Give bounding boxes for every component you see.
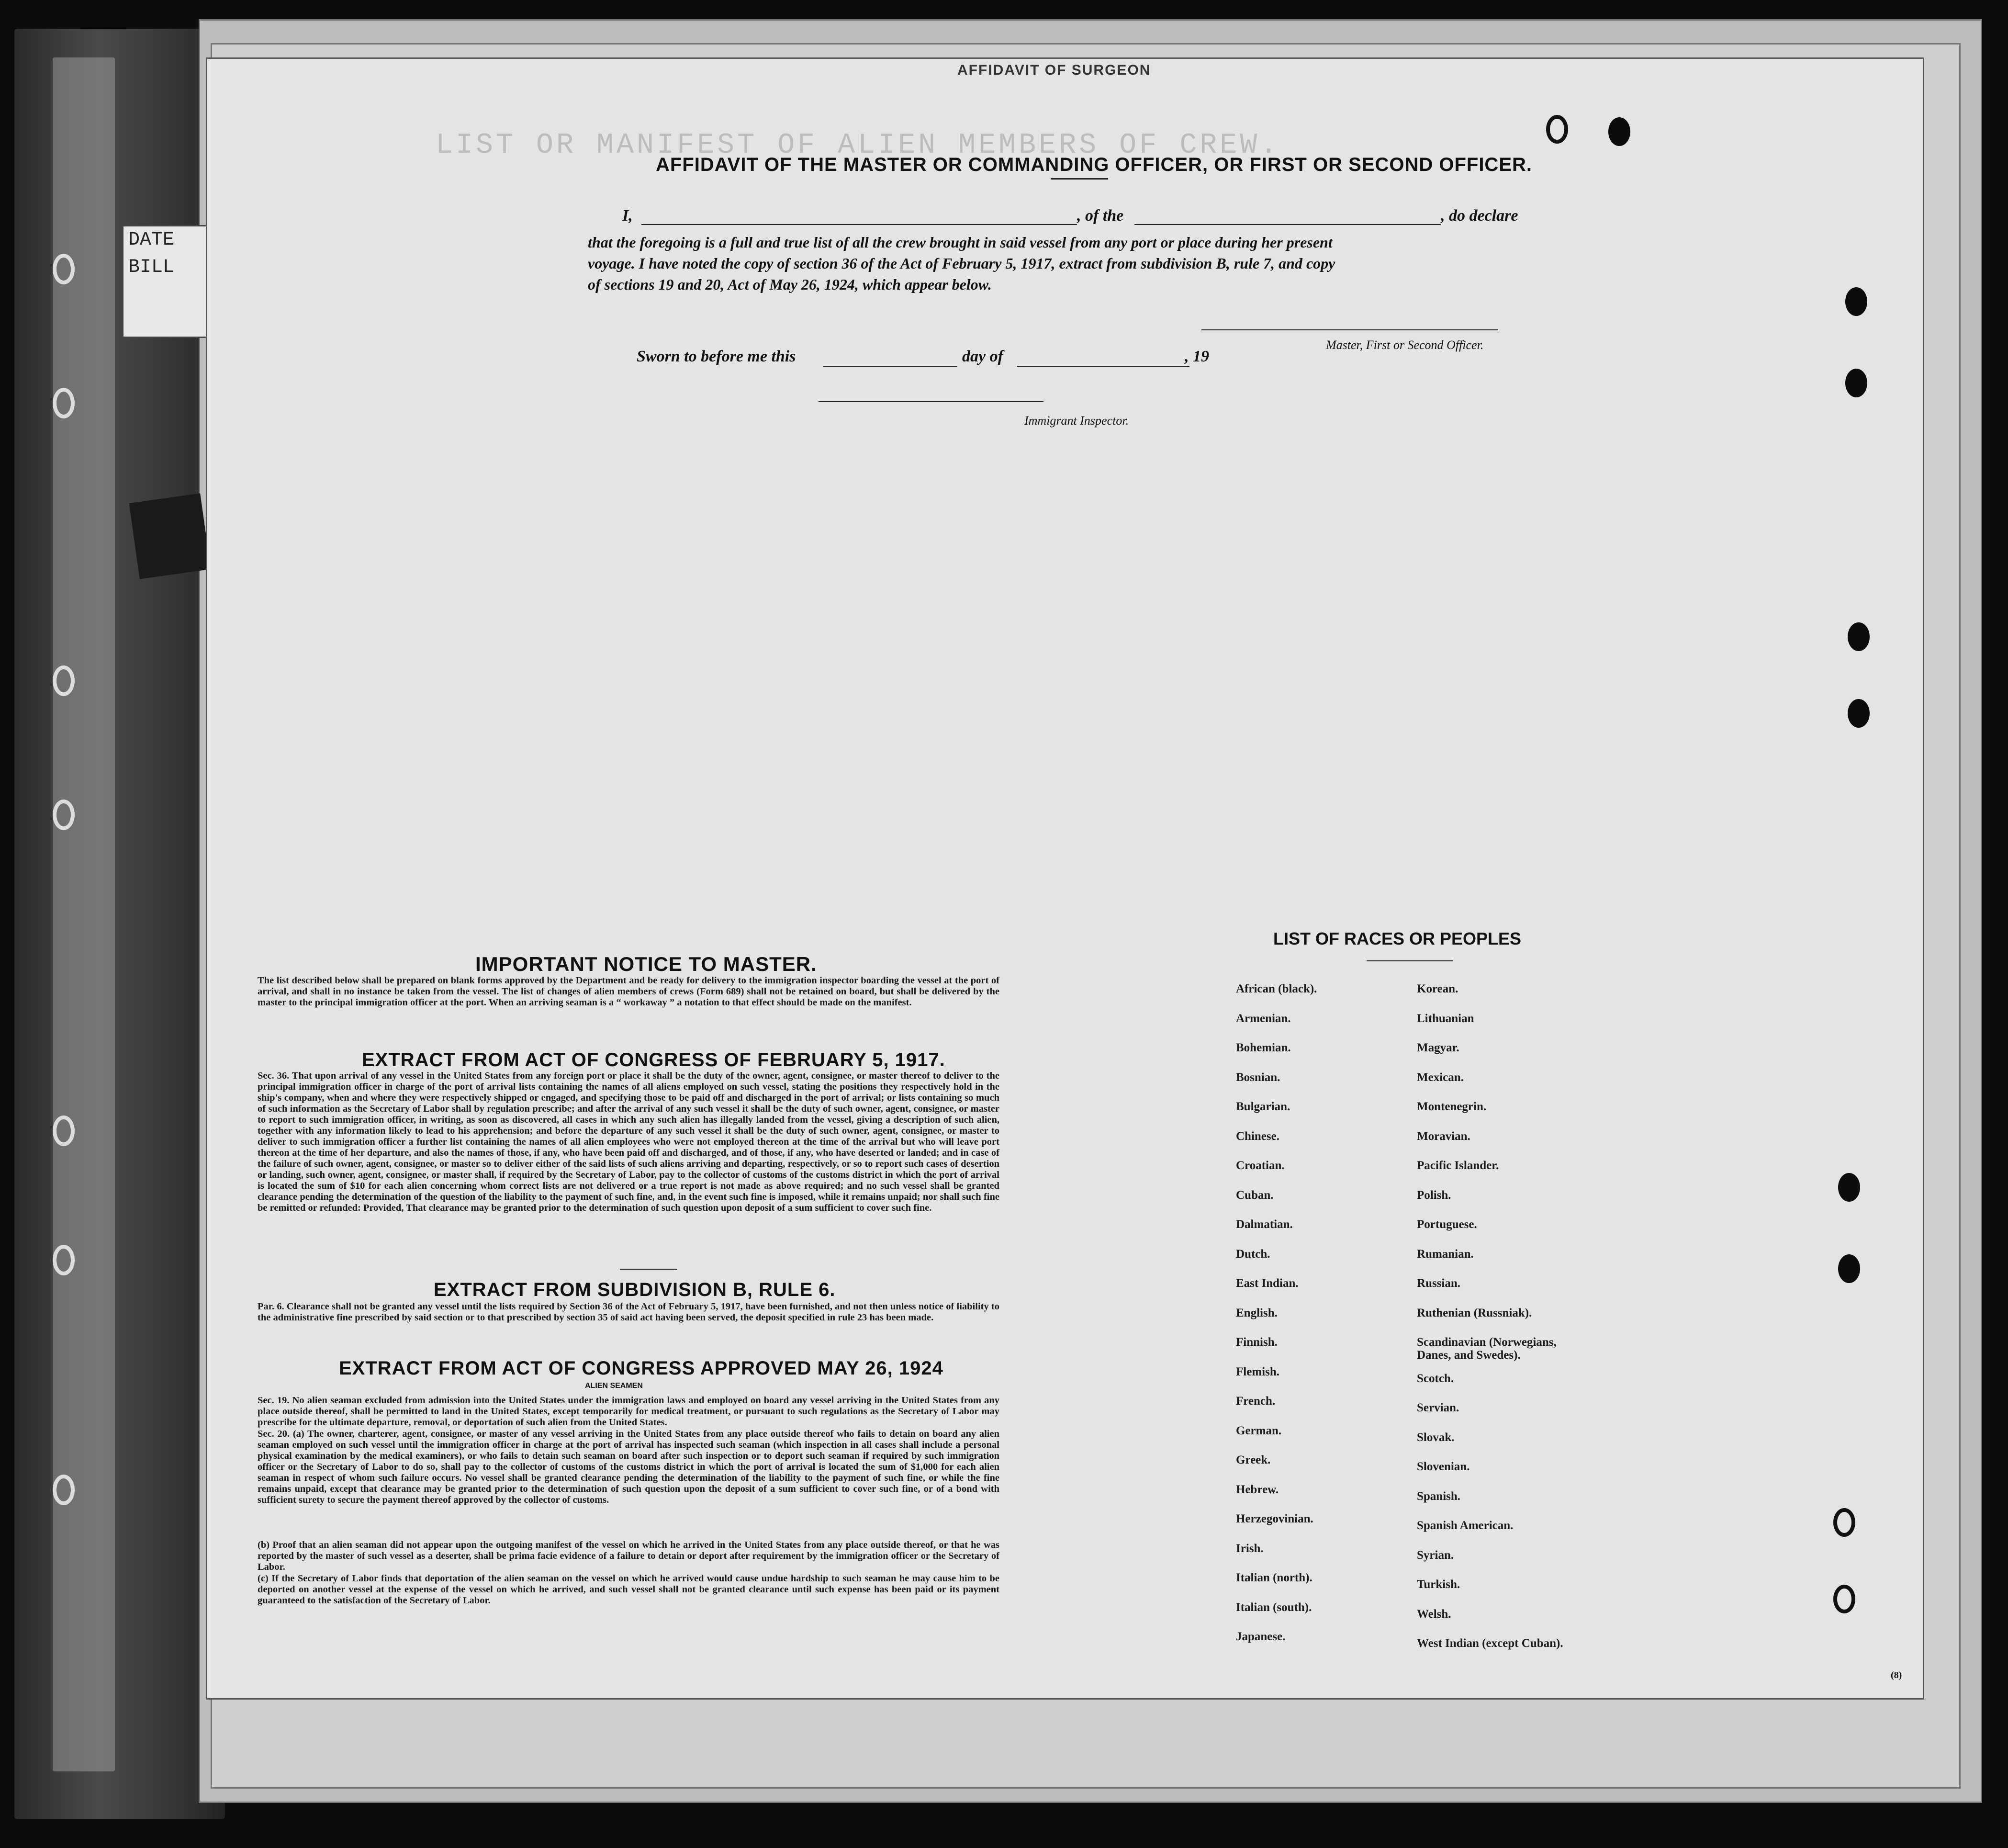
sworn-prefix: Sworn to before me this [637, 348, 796, 365]
race-entry: Syrian. [1417, 1548, 1454, 1562]
affidavit-do-declare: , do declare [1441, 207, 1518, 225]
extract-1924-sec20b: (b) Proof that an alien seaman did not appear upon the outgoing manifest of the vessel on which he arrived in the United States from any place outside thereof, or that he was reported by the master of such vessel as a deserter, shall be prima facie evidence of a failure to detain or deport after requirement by the immigration officer or the Secretary of Labor. [258, 1540, 999, 1572]
race-entry: Flemish. [1236, 1365, 1279, 1378]
race-entry: Herzegovinian. [1236, 1512, 1313, 1525]
back-sheet-heading: AFFIDAVIT OF SURGEON [957, 62, 1151, 78]
race-entry: Russian. [1417, 1277, 1461, 1290]
binder-ring-hole [53, 388, 75, 418]
extract-rule6-title: EXTRACT FROM SUBDIVISION B, RULE 6. [434, 1279, 836, 1300]
race-entry: French. [1236, 1395, 1276, 1408]
race-entry: Montenegrin. [1417, 1100, 1487, 1113]
race-entry: Bulgarian. [1236, 1100, 1290, 1113]
race-entry: Polish. [1417, 1188, 1451, 1202]
race-entry: Welsh. [1417, 1607, 1451, 1621]
race-entry: Chinese. [1236, 1129, 1279, 1143]
race-entry: Scandinavian (Norwegians, Danes, and Swedes). [1417, 1336, 1557, 1362]
race-entry: African (black). [1236, 982, 1317, 995]
race-entry: Armenian. [1236, 1012, 1291, 1025]
race-entry: Bohemian. [1236, 1041, 1291, 1054]
race-entry: Cuban. [1236, 1188, 1274, 1202]
affidavit-line-4: of sections 19 and 20, Act of May 26, 1924, which appear below. [588, 276, 992, 293]
affidavit-line-3: voyage. I have noted the copy of section 36 of the Act of February 5, 1917, extract from subdivision B, rule 7, and copy [588, 255, 1335, 272]
extract-1924-subtitle: ALIEN SEAMEN [585, 1382, 643, 1390]
name-blank-line [641, 224, 1077, 225]
sworn-day-line [823, 366, 957, 367]
page-number: (8) [1891, 1670, 1902, 1680]
sworn-year: , 19 [1185, 348, 1209, 365]
race-entry: Pacific Islander. [1417, 1159, 1499, 1172]
race-entry: Irish. [1236, 1542, 1264, 1555]
race-entry: Rumanian. [1417, 1247, 1474, 1261]
race-entry: East Indian. [1236, 1277, 1299, 1290]
punch-hole [1838, 1254, 1860, 1283]
extract-1924-sec20c: (c) If the Secretary of Labor finds that deportation of the alien seaman on the vessel on which he arrived would cause undue hardship to such seaman he may cause him to be deported on another vessel at the expense of the vessel on which he arrived, and such vessel shall not be granted clearance until such expense has been paid or its payment guaranteed to the satisfaction of the Secretary of Labor. [258, 1573, 999, 1606]
race-entry: Croatian. [1236, 1159, 1285, 1172]
punch-hole [1546, 115, 1568, 144]
extract-1917-title: EXTRACT FROM ACT OF CONGRESS OF FEBRUARY 5, 1917. [362, 1049, 945, 1070]
race-entry: Spanish. [1417, 1489, 1461, 1503]
punch-hole [1848, 699, 1870, 728]
race-entry: German. [1236, 1424, 1282, 1437]
notice-title: IMPORTANT NOTICE TO MASTER. [475, 953, 817, 975]
binder-ring-hole [53, 665, 75, 696]
affidavit-of-the: , of the [1077, 207, 1124, 225]
race-entry: Bosnian. [1236, 1070, 1280, 1084]
race-entry: Magyar. [1417, 1041, 1459, 1054]
inspector-label: Immigrant Inspector. [1024, 414, 1129, 428]
binder-strip [53, 57, 115, 1771]
race-entry: Greek. [1236, 1454, 1271, 1466]
binder-ring-hole [53, 1475, 75, 1505]
extract-1924-sec19: Sec. 19. No alien seaman excluded from admission into the United States under the immigration laws and employed on board any vessel arriving in the United States from any place outside thereof, shall be permitted to land in the United States, except temporarily for medical treatment, or pursuant to such regulations as the Secretary of Labor may prescribe for the ultimate departure, removal, or deportation of such alien from the United States. [258, 1395, 999, 1428]
race-entry: Dalmatian. [1236, 1218, 1293, 1231]
section-rule [620, 1269, 677, 1270]
race-entry: Mexican. [1417, 1070, 1464, 1084]
notice-body: The list described below shall be prepared on blank forms approved by the Department and be ready for delivery to the immigration inspector boarding the vessel at the port of arrival, and shall in no instance be taken from the vessel. The list of changes of alien members of crews (Form 689) shall not be retained on board, but shall be delivered by the master to the principal immigration officer at the port. When an arriving seaman is a “ workaway ” a notation to that effect should be made on the manifest. [258, 975, 999, 1008]
bleed-through-title: LIST OR MANIFEST OF ALIEN MEMBERS OF CREW. [436, 129, 1280, 162]
race-entry: Portuguese. [1417, 1218, 1477, 1231]
affidavit-i: I, [622, 207, 633, 225]
punch-hole [1838, 1173, 1860, 1202]
race-entry: Slovak. [1417, 1431, 1455, 1444]
affidavit-line-2: that the foregoing is a full and true list of all the crew brought in said vessel from any port or place during her present [588, 234, 1333, 251]
binder-ring-hole [53, 254, 75, 284]
punch-hole [1845, 287, 1867, 316]
race-entry: Lithuanian [1417, 1012, 1474, 1025]
sworn-day-of: day of [962, 348, 1003, 365]
punch-hole [1608, 117, 1630, 146]
master-signature-label: Master, First or Second Officer. [1326, 338, 1484, 352]
races-title: LIST OF RACES OR PEOPLES [1273, 929, 1522, 948]
vessel-blank-line [1134, 224, 1441, 225]
affidavit-title: AFFIDAVIT OF THE MASTER OR COMMANDING OFFICER, OR FIRST OR SECOND OFFICER. [656, 154, 1532, 175]
race-entry: Scotch. [1417, 1372, 1454, 1385]
master-signature-line [1201, 329, 1498, 330]
race-entry: Moravian. [1417, 1129, 1470, 1143]
binder-ring-hole [53, 800, 75, 830]
race-entry: Servian. [1417, 1401, 1459, 1414]
punch-hole [1833, 1585, 1855, 1613]
sworn-month-line [1017, 366, 1189, 367]
extract-rule6-body: Par. 6. Clearance shall not be granted any vessel until the lists required by Section 36 of the Act of February 5, 1917, have been furnished, and not then unless notice of liability to the administrative fine prescribed by said section or to that prescribed by section 35 of said act having been served, the deposit specified in rule 23 has been made. [258, 1301, 999, 1323]
race-entry: Dutch. [1236, 1247, 1270, 1261]
extract-1924-sec20a: Sec. 20. (a) The owner, charterer, agent, consignee, or master of any vessel arriving in the United States from any place outside thereof who fails to detain on board any alien seaman employed on such vessel until the immigration officer in charge at the port of arrival has inspected such seaman (which inspection in all cases shall include a personal physical examination by the medical examiners), or who fails to detain such seaman on board after such inspection or to deport such seaman if required by such immigration officer or the Secretary of Labor to do so, shall pay to the collector of customs of the customs district in which the port of arrival is located the sum of $1,000 for each alien seaman in respect of whom such failure occurs. No vessel shall be granted clearance pending the determination of the liability to the payment of such fine, or while the fine remains unpaid, except that clearance may be granted prior to the determination of such question upon the deposit of a sum sufficient to cover such fine, or of a bond with sufficient surety to secure the payment thereof approved by the collector of customs. [258, 1429, 999, 1505]
dark-stamp-mark [129, 493, 211, 579]
race-entry: Italian (north). [1236, 1571, 1312, 1584]
race-entry: West Indian (except Cuban). [1417, 1637, 1563, 1650]
binder-ring-hole [53, 1245, 75, 1275]
race-entry: Japanese. [1236, 1630, 1286, 1643]
race-entry: Turkish. [1417, 1578, 1460, 1591]
race-entry: Korean. [1417, 982, 1458, 995]
race-entry: Slovenian. [1417, 1460, 1470, 1473]
tab-label-date: DATE [128, 229, 175, 251]
extract-1924-title: EXTRACT FROM ACT OF CONGRESS APPROVED MAY 26, 1924 [339, 1358, 943, 1379]
race-entry: Spanish American. [1417, 1519, 1514, 1532]
inspector-signature-line [819, 401, 1043, 402]
race-entry: English. [1236, 1306, 1278, 1319]
binder-ring-hole [53, 1116, 75, 1146]
races-title-rule [1367, 960, 1453, 961]
race-entry: Finnish. [1236, 1336, 1278, 1349]
race-entry: Hebrew. [1236, 1483, 1279, 1496]
extract-1917-body: Sec. 36. That upon arrival of any vessel in the United States from any foreign port or place it shall be the duty of the owner, agent, consignee, or master thereof to deliver to the principal immigration officer in charge of the port of arrival lists containing the names of all aliens employed on such vessel, stating the positions they respectively hold in the ship's company, when and where they were respectively shipped or engaged, and specifying those to be paid off and discharged in the port of arrival; or lists containing so much of such information as the Secretary of Labor shall by regulation prescribe; and after the arrival of any such vessel it shall be the duty of such owner, agent, consignee, or master to report to such immigration officer, in writing, as soon as discovered, all cases in which any such alien has illegally landed from the vessel, giving a description of such alien, together with any information likely to lead to his apprehension; and before the departure of any such vessel it shall be the duty of such owner, agent, consignee, or master to deliver to such immigration officer a further list containing the names of all alien employees who were not employed thereon at the time of the arrival but who will leave port thereon at the time of her departure, and also the names of those, if any, who have been paid off and discharged, and of those, if any, who have deserted or landed; and in case of the failure of such owner, agent, consignee, or master so to deliver either of the said lists of such aliens arriving and departing, respectively, or so to report such cases of desertion or landing, such owner, agent, consignee, or master shall, if required by the Secretary of Labor, pay to the collector of customs of the customs district in which the port of arrival is located the sum of $10 for each alien concerning whom correct lists are not delivered or a true report is not made as above required; and no such vessel shall be granted clearance pending the determination of the question of the liability to the payment of such fine, and, in the event such fine is imposed, while it remains unpaid; nor shall such fine be remitted or refunded: Provided, That clearance may be granted prior to the determination of such question upon deposit of a sum sufficient to cover such fine. [258, 1070, 999, 1213]
tab-label-bill: BILL [128, 257, 175, 278]
title-rule [1051, 178, 1108, 180]
race-entry: Italian (south). [1236, 1600, 1312, 1614]
punch-hole [1848, 622, 1870, 651]
punch-hole [1833, 1508, 1855, 1537]
punch-hole [1845, 369, 1867, 397]
race-entry: Ruthenian (Russniak). [1417, 1306, 1532, 1319]
